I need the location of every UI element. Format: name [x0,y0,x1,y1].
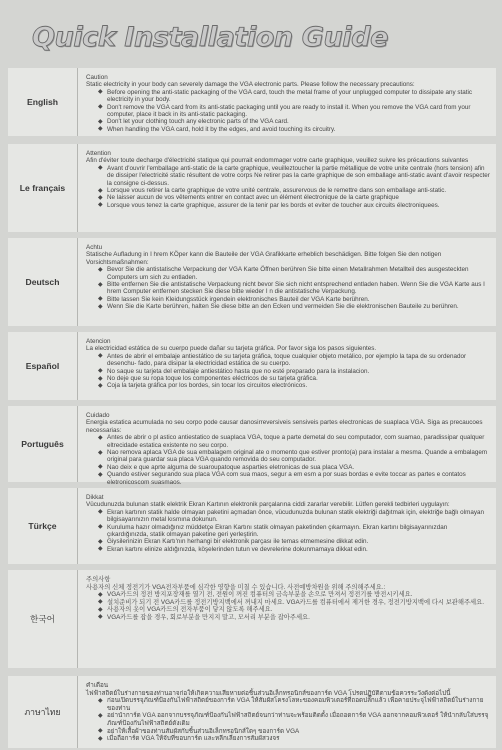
caution-intro: ไฟฟ้าสถิตย์ในร่างกายของท่านอาจก่อให้เกิดความเสียหายต่อชิ้นส่วนอิเล็กทรอนิกส์ของการ์ด VGA โปรดปฏิบัติตามข้อควรระวังดังต่อไปนี้ [86,689,451,697]
instruction-text [78,238,496,326]
diamond-bullet-icon: ◆ [98,187,103,194]
list-item-text: Coja la tarjeta gráfica por los bordes, sin tocar los circuitos electrónicos. [107,382,308,390]
diamond-bullet-icon: ◆ [98,591,103,598]
diamond-bullet-icon: ◆ [98,104,103,111]
diamond-bullet-icon: ◆ [98,89,103,96]
language-label: Türkçe [28,521,57,531]
list-item-text: No saque su tarjeta del embalaje antiestático hasta que no esté preparado para la instalacion. [107,367,370,375]
diamond-bullet-icon: ◆ [98,368,103,375]
list-item [98,104,490,119]
diamond-bullet-icon: ◆ [98,697,103,704]
list-item-text: Bitte lassen Sie kein Kleidungsstück irgendein elektronisches Bauteil der VGA Karte berühren. [107,295,370,303]
diamond-bullet-icon: ◆ [98,194,103,201]
diamond-bullet-icon: ◆ [98,728,103,735]
caution-intro: 사용자의 신체 정전기가 VGA전자부품에 심각한 영향을 미칠 수 있습니다. 사전예방차원을 위해 주의해주세요.: [86,583,386,591]
language-label: ภาษาไทย [24,707,61,717]
instruction-text [78,570,496,668]
caution-heading: Dikkat [86,494,104,501]
list-item-text: Bitte entfernen Sie die antistatische Verpackung nicht bevor Sie sich nicht entsprechend entladen haben. Wenn Sie die VGA Karte aus I hrem Computer entfernen stecken Sie diese bitte wieder I n die antistatische Verpackung. [107,281,485,296]
precaution-list [98,353,490,390]
list-item [98,281,490,296]
instruction-text [78,406,496,486]
diamond-bullet-icon: ◆ [98,296,103,303]
list-item [98,382,490,389]
list-item-text: 설치준비가 되기 전 VGA카드를 정전기방지백에서 꺼내지 마세요. VGA카드를 컴퓨터에서 제거한 경우, 정전기방지백에 다시 보관해주세요. [107,598,484,606]
precaution-list [98,266,490,310]
diamond-bullet-icon: ◆ [98,735,103,742]
diamond-bullet-icon: ◆ [98,464,103,471]
precaution-list [98,434,490,486]
diamond-bullet-icon: ◆ [98,712,103,719]
list-item-text: Antes de abrir el embalaje antiestático de su tarjeta gráfica, toque cualquier objeto metálico, por ejemplo la tapa de su ordenador desenchu- fado, para disipar la electricidad estática de su cuerpo. [107,352,467,368]
diamond-bullet-icon: ◆ [98,599,103,606]
instruction-text [78,332,496,400]
list-item [98,697,490,712]
diamond-bullet-icon: ◆ [98,303,103,310]
list-item [98,538,490,545]
list-item [98,202,490,209]
diamond-bullet-icon: ◆ [98,281,103,288]
caution-heading: Attention [86,150,111,157]
list-item [98,303,490,310]
precaution-list [98,509,490,553]
caution-heading: Caution [86,74,108,81]
diamond-bullet-icon: ◆ [98,353,103,360]
diamond-bullet-icon: ◆ [98,202,103,209]
section-1 [8,68,496,136]
instruction-text [78,676,496,748]
list-item-text: Bevor Sie die antistatische Verpackung der VGA Karte Öffnen berühren Sie bitte einen Metallrahmen Metallteil des ausgesteckten Computers um sich zu entladen. [107,266,469,281]
diamond-bullet-icon: ◆ [98,382,103,389]
list-item [98,546,490,553]
list-item-text: VGA카드를 잡을 경우, 회로부분을 만지지 말고, 모서리 부분을 잡아주세요. [107,613,310,621]
list-item [98,464,490,471]
language-label: English [26,97,59,107]
diamond-bullet-icon: ◆ [98,449,103,456]
list-item [98,368,490,375]
language-label: Le français [19,183,66,193]
language-column [8,676,78,748]
list-item [98,712,490,727]
diamond-bullet-icon: ◆ [98,266,103,273]
diamond-bullet-icon: ◆ [98,471,103,478]
language-column [8,238,78,326]
list-item [98,165,490,187]
caution-heading: Atencion [86,338,111,345]
list-item-text: Ekran kartının statik halde olmayan paketini açmadan önce, vücudunuzda bulunan statik elektriği dağıtmak için, elektriğe bağlı olmayan bilgisayarınızın metal kısmına dokunun. [107,508,484,524]
list-item-text: Lorsque vous retirer la carte graphique de votre unité centrale, assurervous de le remettre dans son emballage anti-static. [107,187,447,195]
page-title: Quick Installation Guide [32,22,388,53]
list-item [98,434,490,449]
caution-intro: Static electricity in your body can severely damage the VGA electronic parts. Please follow the necessary precautions: [86,81,415,89]
list-item [98,509,490,524]
section-5 [8,406,496,486]
list-item-text: VGA카드의 정전 방지포장재를 열기 전, 전원이 꺼진 컴퓨터의 금속부분을 손으로 만져서 정전기를 방전시키세요. [107,591,413,599]
list-item [98,735,490,743]
language-label: 한국어 [30,614,55,624]
language-column [8,144,78,232]
language-label: Deutsch [25,277,60,287]
list-item [98,449,490,464]
language-label: Español [25,361,60,371]
caution-intro: Energia estatica acumulada no seu corpo pode causar danosirreversiveis sensiveis partes electronicas de suaplaca VGA. Siga as precaucoes necessarias: [86,419,483,434]
list-item [98,194,490,201]
list-item-text: Lorsque vous tenez la carte graphique, assurer de la tenir par les bords et eviter de toucher aux circuits électroniquees. [107,201,440,209]
language-column [8,68,78,136]
diamond-bullet-icon: ◆ [98,509,103,516]
caution-intro: Vücudunuzda bulunan statik elektrik Ekran Kartının elektronik parçalarına ciddi zararlar verebilir. Lütfen gerekli tedbirleri uygulayın: [86,501,450,509]
list-item-text: Don't let your clothing touch any electronic parts of the VGA card. [107,118,289,126]
list-item-text: Nao remova aplaca VGA de sua embalagem original ate o momento que estiver pronto(a) para instalar a mesma. Quande a embalagem original para guardar sua placa VGA quando removida do seu computador. [107,449,488,464]
list-item-text: Wenn Sie die Karte berühren, halten Sie diese bitte an den Ecken und vermeiden Sie die elektronischen Bauteile zu berühren. [107,303,459,311]
diamond-bullet-icon: ◆ [98,524,103,531]
instruction-text [78,488,496,564]
diamond-bullet-icon: ◆ [98,434,103,441]
list-item [98,266,490,281]
list-item [98,89,490,104]
diamond-bullet-icon: ◆ [98,614,103,621]
caution-heading: 주의사항 [86,576,111,583]
diamond-bullet-icon: ◆ [98,375,103,382]
list-item-text: Don't remove the VGA card from its anti-static packaging until you are ready to install it. When you remove the VGA card from your computer, place it back in its anti-static packaging. [107,103,471,119]
section-8 [8,676,496,748]
list-item-text: อย่านำการ์ด VGA ออกจากบรรจุภัณฑ์ป้องกันไฟฟ้าสถิตย์จนกว่าท่านจะพร้อมติดตั้ง เมื่อถอดการ์ด VGA ออกจากคอมพิวเตอร์ ให้นำกลับใส่บรรจุภัณฑ์ป้องกันไฟฟ้าสถิตย์ดังเดิม [107,712,489,727]
list-item [98,118,490,125]
list-item [98,296,490,303]
section-3 [8,238,496,326]
list-item-text: Avant d'ouvrir l'emballage anti-static de la carte graphique, veuilleztoucher la partie métallique de votre unite centrale (hors tension) afin de dissiper l'electricité static résultent de votre corps Ne retirer pas la carte graphique de son emballage anti-static avant d'avoir respecter la consigne ci-dessus. [107,164,490,187]
list-item-text: อย่าให้เสื้อผ้าของท่านสัมผัสกับชิ้นส่วนอิเล็กทรอนิกส์ใดๆ ของการ์ด VGA [107,727,300,735]
diamond-bullet-icon: ◆ [98,118,103,125]
caution-intro: Statische Aufladung in I hrem KÖper kann die Bauteile der VGA Grafikkarte erheblich beschädigen. Bitte folgen Sie den notigen Vorsichtsmaßnahmen: [86,251,442,266]
language-column [8,406,78,482]
language-column [8,570,78,668]
list-item [98,353,490,368]
list-item-text: 사용자의 옷이 VGA카드의 전자부품이 닿지 않도록 해주세요. [107,606,273,614]
list-item-text: Quando estiver segurando sua placa VGA com sua maos, segur a em esm a por suas bordas e evite toccar as partes e contatos eletronicoscom suasmaos. [107,471,466,486]
diamond-bullet-icon: ◆ [98,546,103,553]
precaution-list [98,165,490,209]
caution-heading: Cuidado [86,412,110,419]
list-item-text: Before opening the anti-static packaging of the VGA card, touch the metal frame of your unplugged computer to dissipate any static electricity in your body. [107,88,473,104]
diamond-bullet-icon: ◆ [98,538,103,545]
list-item [98,606,490,614]
language-column [8,332,78,400]
list-item [98,187,490,194]
precaution-list [98,89,490,133]
list-item-text: No deje que su ropa toque los componentes eléctricos de su tarjeta gráfica. [107,375,318,383]
section-6 [8,488,496,564]
list-item-text: Kurulumа hazır olmadığınız müddetçe Ekran Kartını statik olmayan paketinden çıkarmayın. Ekran kartını bilgisayarınızdan çıkardığınızda, statik olmayan paketine geri yerleştirin. [107,523,448,539]
instruction-text [78,144,496,232]
section-7 [8,570,496,668]
list-item [98,591,490,599]
section-4 [8,332,496,400]
language-column [8,488,78,564]
section-2 [8,144,496,232]
list-item-text: Giysilerinizin Ekran Kartı'nın herhangi bir elektronik parçası ile temas etmemesine dikkat edin. [107,538,369,546]
diamond-bullet-icon: ◆ [98,606,103,613]
caution-heading: คำเตือน [86,682,109,689]
list-item-text: Nao deix e que aprte alguma de suaroupatoque asparties eletronicas de sua placa VGA. [107,463,355,471]
diamond-bullet-icon: ◆ [98,126,103,133]
caution-intro: La electricidad estática de su cuerpo puede dañar su tarjeta gráfica. Por favor siga los pasos siguientes. [86,345,377,353]
caution-heading: Achtu [86,244,103,251]
list-item-text: Antes de abrir o pl astico antiestatico de suaplaca VGA, toque a parte demetal do seu computador, com suamao, paradissipar qualquer eltrecidade estatica existente no seu corpo. [107,434,485,449]
list-item [98,524,490,539]
list-item [98,126,490,133]
list-item-text: ก่อนเปิดบรรจุภัณฑ์ป้องกันไฟฟ้าสถิตย์ของการ์ด VGA ให้สัมผัสโครงโลหะของคอมพิวเตอร์ที่ถอดปลั๊กแล้ว เพื่อคายประจุไฟฟ้าสถิตย์ในร่างกายของท่าน [107,697,484,712]
list-item-text: Ekran kartını elinize aldığınızda, köşelerinden tutun ve devrelerine dokunmamaya dikkat edin. [107,545,368,553]
instruction-text [78,68,496,136]
diamond-bullet-icon: ◆ [98,165,103,172]
precaution-list [98,697,490,743]
list-item-text: Ne laisser aucun de vos vêtements entrer en contact avec un élément électronique de la carte graphique [107,194,399,202]
language-label: Português [21,439,64,449]
list-item [98,375,490,382]
list-item [98,471,490,486]
list-item-text: When handling the VGA card, hold it by the edges, and avoid touching its circuitry. [107,125,336,133]
caution-intro: Afin d'éviter toute decharge d'électricité statique qui pourrait endommager votre carte graphique, veuillez suivre les précautions suivantes [86,157,469,165]
precaution-list [98,591,490,621]
list-item [98,614,490,622]
list-item-text: เมื่อถือการ์ด VGA ให้จับที่ขอบการ์ด และหลีกเลี่ยงการสัมผัสวงจร [107,735,280,743]
